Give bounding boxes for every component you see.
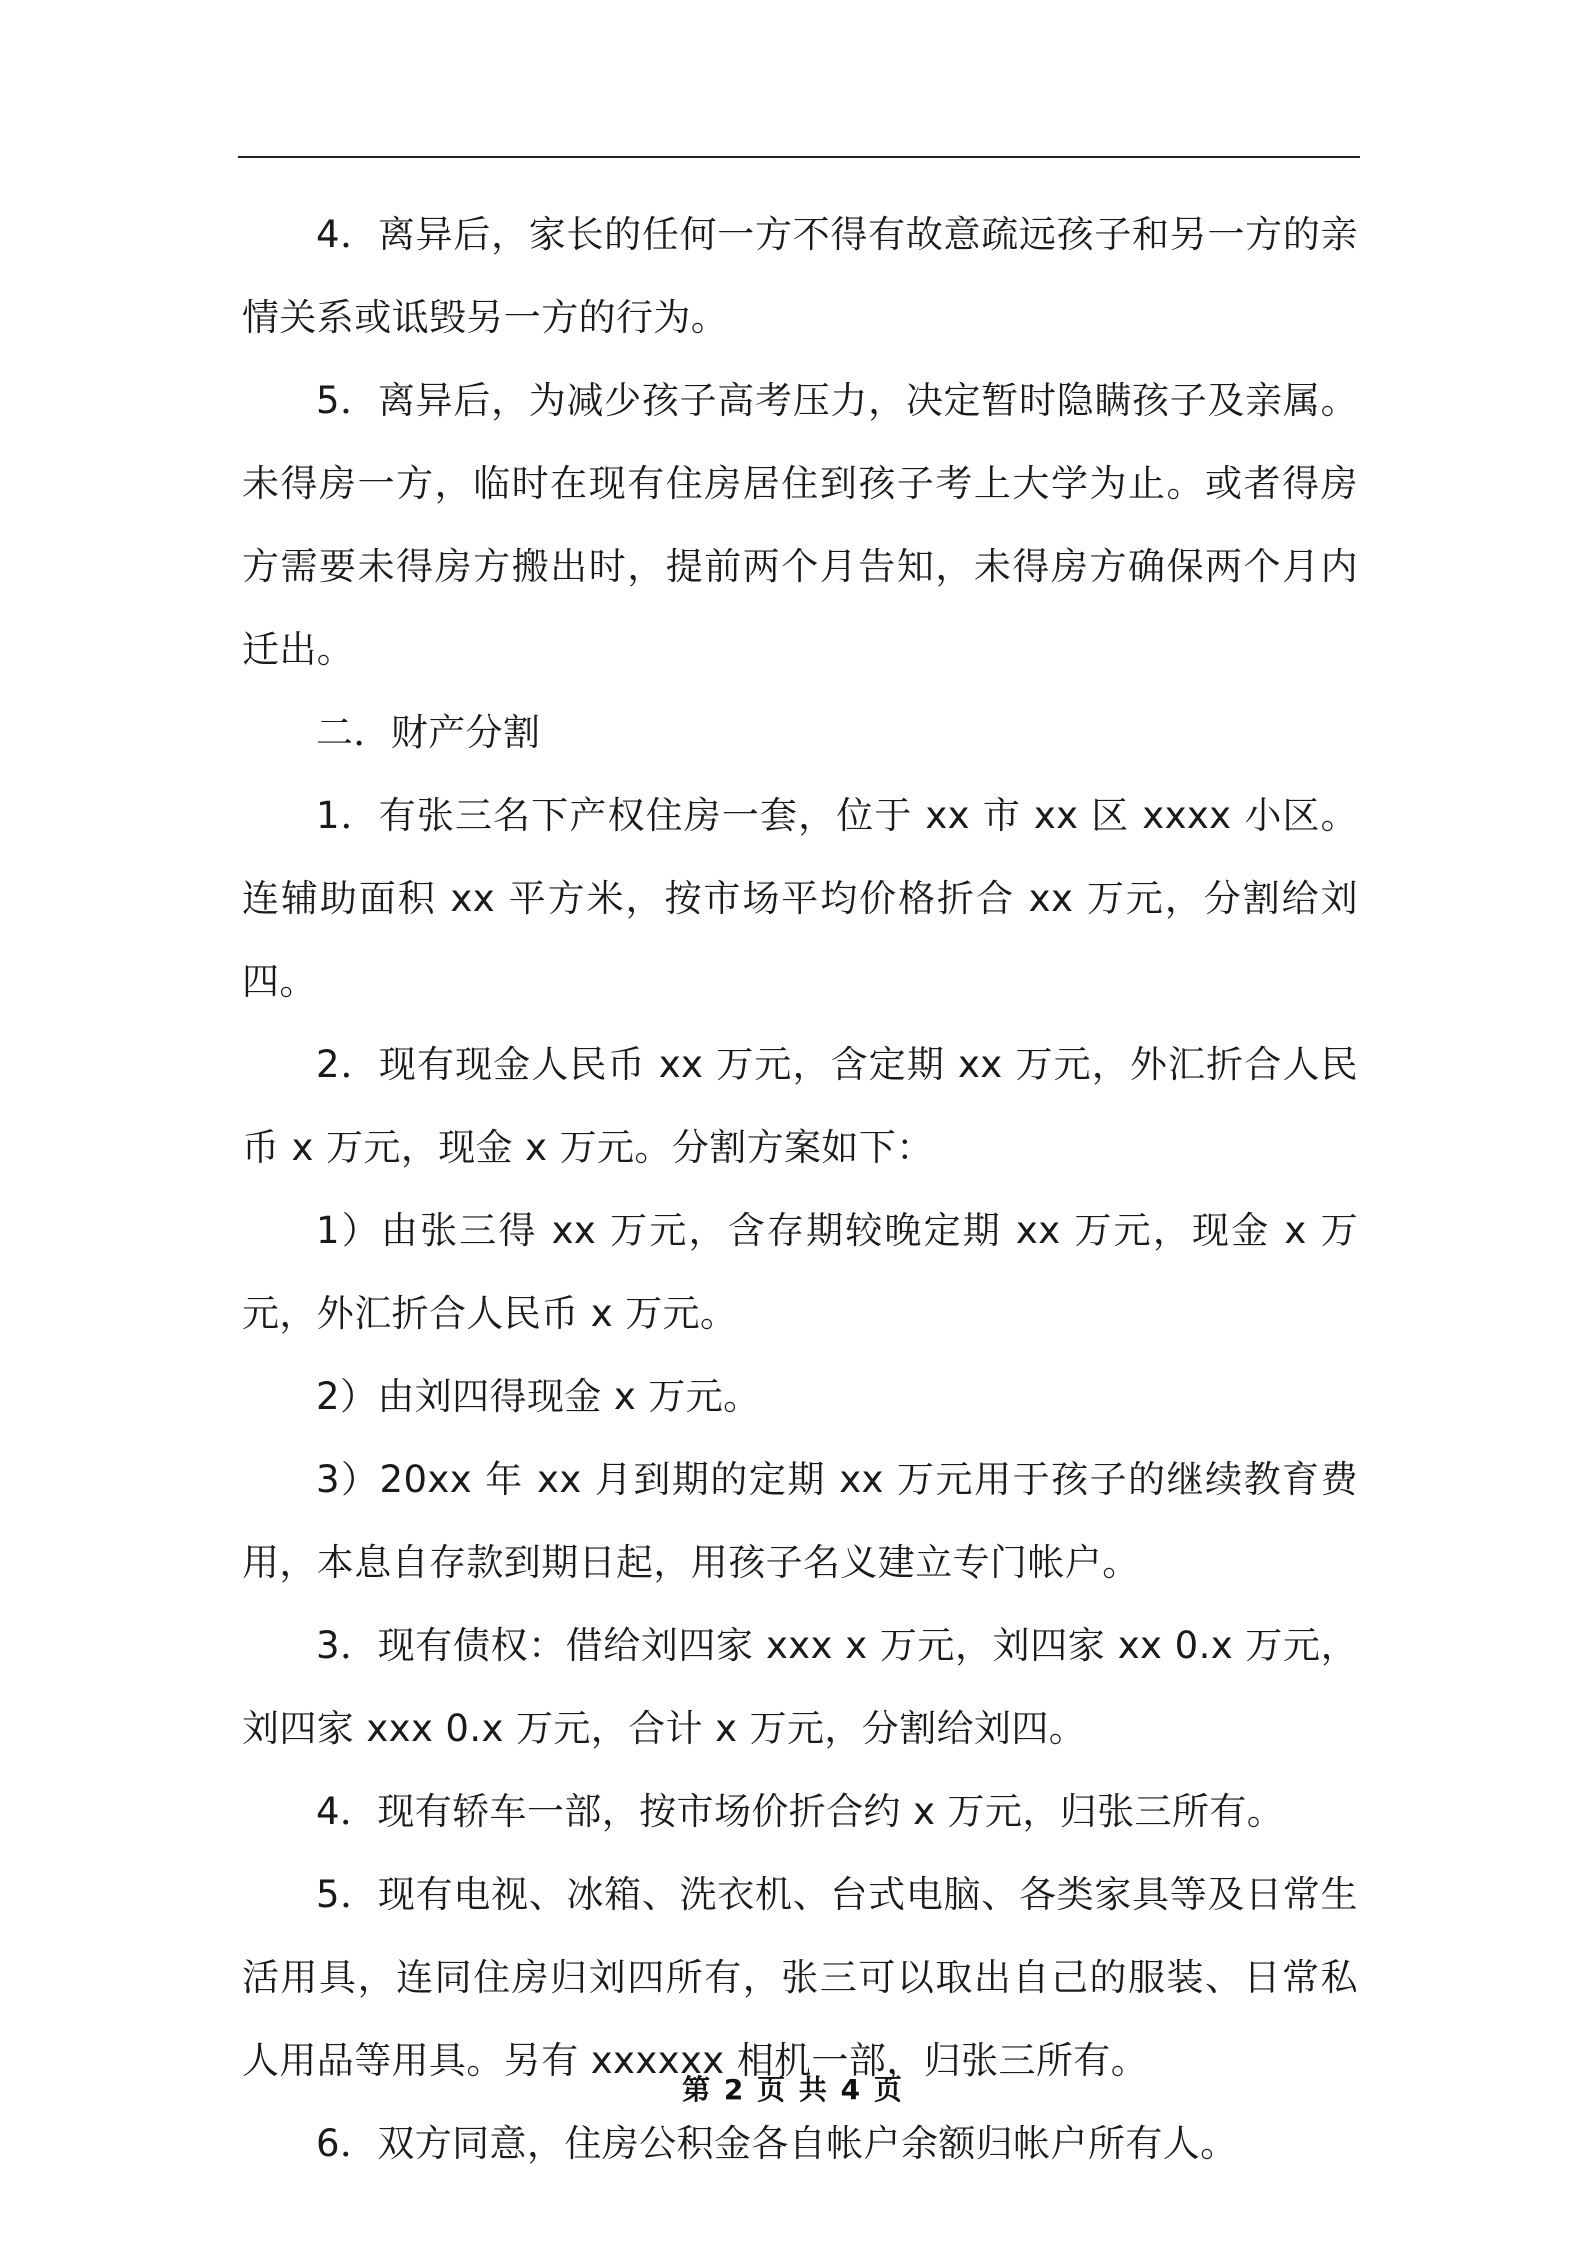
paragraph-property-1-house: 1．有张三名下产权住房一套，位于 xx 市 xx 区 xxxx 小区。连辅助面积 xx 平方米，按市场平均价格折合 xx 万元，分割给刘四。 (242, 794, 1358, 1003)
paragraph-property-2-cash: 2．现有现金人民币 xx 万元，含定期 xx 万元，外汇折合人民币 x 万元，现金 x 万元。分割方案如下： (242, 1043, 1358, 1169)
header-divider (238, 156, 1360, 158)
paragraph-cash-plan-2: 2）由刘四得现金 x 万元。 (316, 1375, 761, 1418)
paragraph-property-6-fund: 6．双方同意，住房公积金各自帐户余额归帐户所有人。 (316, 2122, 1238, 2165)
paragraph-item-4-relationship: 4．离异后，家长的任何一方不得有故意疏远孩子和另一方的亲情关系或诋毁另一方的行为。 (242, 213, 1358, 339)
document-body (242, 193, 1358, 2185)
paragraph-property-5-appliances: 5．现有电视、冰箱、洗衣机、台式电脑、各类家具等及日常生活用具，连同住房归刘四所有，张三可以取出自己的服装、日常私人用品等用具。另有 xxxxxx 相机一部，归张三所有。 (242, 1873, 1358, 2082)
page-number-footer: 第 2 页 共 4 页 (682, 2073, 904, 2106)
paragraph-property-3-claims: 3．现有债权：借给刘四家 xxx x 万元，刘四家 xx 0.x 万元，刘四家 xxx 0.x 万元，合计 x 万元，分割给刘四。 (242, 1624, 1358, 1750)
paragraph-cash-plan-1: 1）由张三得 xx 万元，含存期较晚定期 xx 万元，现金 x 万元，外汇折合人民币 x 万元。 (242, 1209, 1358, 1335)
paragraph-cash-plan-3: 3）20xx 年 xx 月到期的定期 xx 万元用于孩子的继续教育费用，本息自存款到期日起，用孩子名义建立专门帐户。 (242, 1458, 1358, 1584)
section-heading-property-division: 二．财产分割 (316, 711, 541, 754)
paragraph-property-4-car: 4．现有轿车一部，按市场价折合约 x 万元，归张三所有。 (316, 1790, 1285, 1833)
paragraph-item-5-housing: 5．离异后，为减少孩子高考压力，决定暂时隐瞒孩子及亲属。未得房一方，临时在现有住房居住到孩子考上大学为止。或者得房方需要未得房方搬出时，提前两个月告知，未得房方确保两个月内迁出。 (242, 379, 1358, 671)
